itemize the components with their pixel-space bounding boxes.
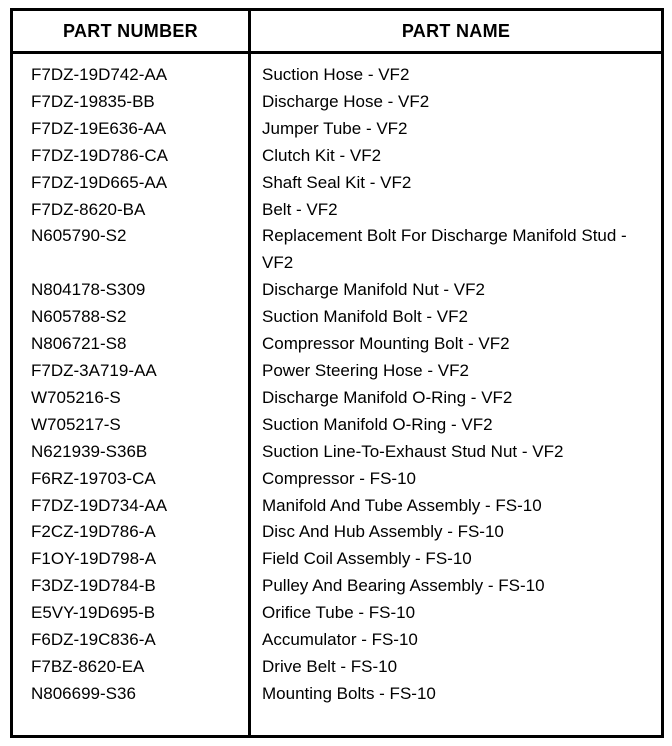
part-name-cell: Disc And Hub Assembly - FS-10 — [262, 522, 504, 542]
header-divider — [13, 51, 661, 54]
part-number-cell: E5VY-19D695-B — [31, 603, 156, 623]
header-part-name: PART NAME — [401, 21, 511, 41]
part-number-cell: F7DZ-19E636-AA — [31, 118, 167, 138]
table-row — [13, 223, 661, 277]
table-row — [13, 466, 661, 493]
part-name-cell: Discharge Manifold Nut - VF2 — [262, 280, 485, 300]
part-number-cell: W705216-S — [31, 387, 121, 407]
header-part-number: PART NUMBER — [63, 21, 198, 41]
part-number-cell: N806699-S36 — [31, 683, 136, 703]
table-row — [13, 358, 661, 385]
table-row — [13, 304, 661, 331]
part-number-cell: F3DZ-19D784-B — [31, 576, 156, 596]
part-name-cell: Shaft Seal Kit - VF2 — [262, 172, 412, 192]
table-row — [13, 573, 661, 600]
table-row — [13, 116, 661, 143]
part-name-cell: Discharge Manifold O-Ring - VF2 — [262, 387, 513, 407]
table-row — [13, 627, 661, 654]
part-name-cell: Replacement Bolt For Discharge Manifold Stud - VF2 — [262, 226, 627, 273]
table-row — [13, 681, 661, 708]
part-name-cell: Clutch Kit - VF2 — [262, 145, 382, 165]
part-number-cell: F7DZ-8620-BA — [31, 199, 146, 219]
part-number-cell: F7BZ-8620-EA — [31, 656, 145, 676]
part-number-cell: N806721-S8 — [31, 334, 127, 354]
table-row — [13, 412, 661, 439]
table-row — [13, 519, 661, 546]
part-name-cell: Field Coil Assembly - FS-10 — [262, 549, 472, 569]
table-body — [13, 62, 661, 708]
part-number-cell: F7DZ-19D742-AA — [31, 65, 168, 84]
part-name-cell: Compressor - FS-10 — [262, 468, 416, 488]
part-name-cell: Suction Line-To-Exhaust Stud Nut - VF2 — [262, 441, 564, 461]
part-name-cell: Suction Manifold O-Ring - VF2 — [262, 414, 493, 434]
part-name-cell: Pulley And Bearing Assembly - FS-10 — [262, 576, 545, 596]
part-number-cell: N804178-S309 — [31, 280, 146, 300]
part-name-cell: Mounting Bolts - FS-10 — [262, 683, 436, 703]
part-number-cell: F7DZ-19835-BB — [31, 91, 155, 111]
table-row — [13, 654, 661, 681]
part-number-cell: F1OY-19D798-A — [31, 549, 157, 569]
table-row — [13, 600, 661, 627]
part-name-cell: Manifold And Tube Assembly - FS-10 — [262, 495, 542, 515]
part-name-cell: Suction Manifold Bolt - VF2 — [262, 307, 468, 327]
part-number-cell: F7DZ-19D734-AA — [31, 495, 168, 515]
part-name-cell: Accumulator - FS-10 — [262, 630, 418, 650]
part-number-cell: N605790-S2 — [31, 226, 127, 246]
part-number-cell: W705217-S — [31, 414, 121, 434]
part-number-cell: F7DZ-3A719-AA — [31, 360, 157, 380]
table-row — [13, 546, 661, 573]
table-row — [13, 331, 661, 358]
part-name-cell: Belt - VF2 — [262, 199, 338, 219]
table-row — [13, 62, 661, 89]
part-number-cell: F6DZ-19C836-A — [31, 630, 156, 650]
part-name-cell: Suction Hose - VF2 — [262, 65, 410, 84]
table-row — [13, 89, 661, 116]
parts-table — [10, 8, 664, 738]
table-row — [13, 385, 661, 412]
part-name-cell: Drive Belt - FS-10 — [262, 656, 398, 676]
part-name-cell: Discharge Hose - VF2 — [262, 91, 430, 111]
part-name-cell: Jumper Tube - VF2 — [262, 118, 408, 138]
part-name-cell: Compressor Mounting Bolt - VF2 — [262, 334, 510, 354]
table-row — [13, 277, 661, 304]
part-number-cell: N605788-S2 — [31, 307, 127, 327]
table-row — [13, 170, 661, 197]
part-number-cell: F6RZ-19703-CA — [31, 468, 156, 488]
part-name-cell: Orifice Tube - FS-10 — [262, 603, 416, 623]
table-row — [13, 439, 661, 466]
part-number-cell: N621939-S36B — [31, 441, 148, 461]
table-row — [13, 493, 661, 520]
part-number-cell: F7DZ-19D665-AA — [31, 172, 168, 192]
table-row — [13, 143, 661, 170]
table-row — [13, 197, 661, 224]
part-number-cell: F7DZ-19D786-CA — [31, 145, 168, 165]
part-name-cell: Power Steering Hose - VF2 — [262, 360, 469, 380]
part-number-cell: F2CZ-19D786-A — [31, 522, 156, 542]
